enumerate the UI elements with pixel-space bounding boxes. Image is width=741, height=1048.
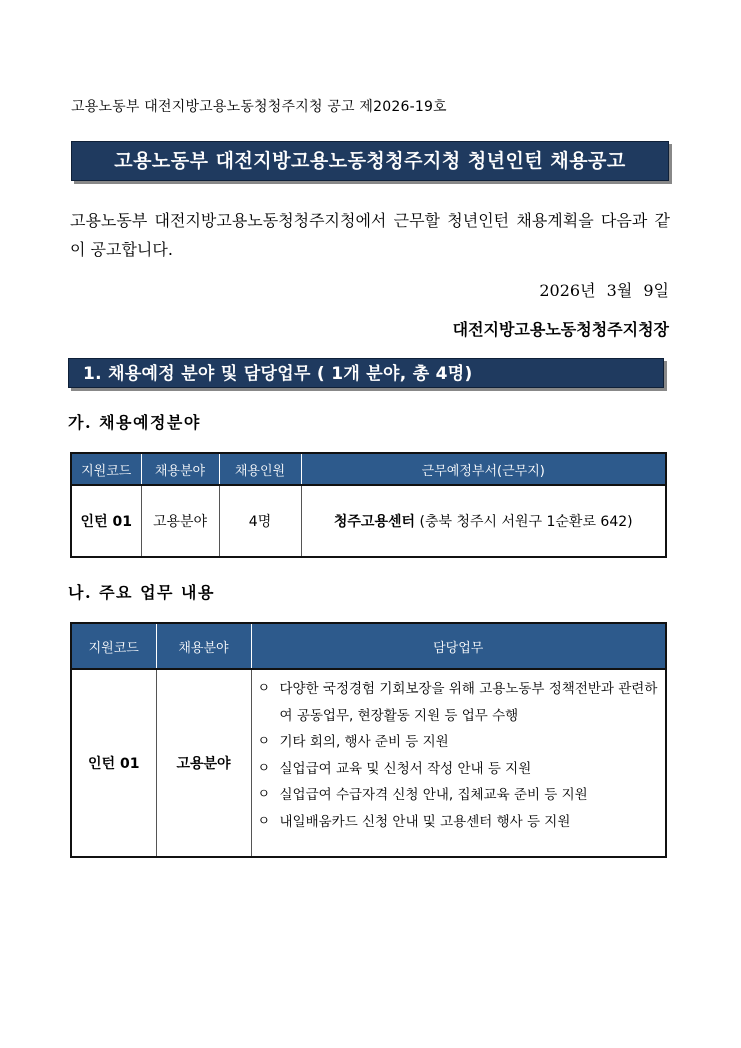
duty-text: 실업급여 교육 및 신청서 작성 안내 등 지원 [279, 760, 532, 777]
table-row [71, 669, 666, 857]
header-code: 지원코드 [71, 623, 156, 669]
bullet: ㅇ [257, 760, 271, 776]
duty-item [258, 756, 662, 783]
duty-text: 내일배움카드 신청 안내 및 고용센터 행사 등 지원 [279, 813, 571, 830]
notice-number: 고용노동부 대전지방고용노동청청주지청 공고 제2026-19호 [71, 99, 447, 115]
page-title: 고용노동부 대전지방고용노동청청주지청 청년인턴 채용공고 [71, 141, 669, 181]
main-duties-table [70, 622, 667, 858]
table-header-row [71, 623, 666, 669]
location-address: (충북 청주시 서원구 1순환로 642) [419, 514, 633, 530]
header-field: 채용분야 [141, 453, 219, 485]
cell-code: 인턴 01 [71, 669, 156, 857]
table-row [71, 485, 666, 557]
bullet: ㅇ [257, 787, 271, 802]
duty-text: 실업급여 수급자격 신청 안내, 집체교육 준비 등 지원 [279, 787, 588, 803]
header-location: 근무예정부서(근무지) [301, 453, 666, 485]
duty-text: 다양한 국정경험 기회보장을 위해 고용노동부 정책전반과 관련하여 공동업무, 현장활동 지원 등 업무 수행 [279, 681, 658, 724]
cell-field: 고용분야 [141, 485, 219, 557]
intro-paragraph: 고용노동부 대전지방고용노동청청주지청에서 근무할 청년인턴 채용계획을 다음과 같이 공고합니다. [70, 211, 670, 259]
duty-item [258, 729, 662, 756]
bullet: ㅇ [257, 734, 271, 749]
cell-code: 인턴 01 [71, 485, 141, 557]
duty-item [258, 782, 662, 809]
cell-field: 고용분야 [156, 669, 251, 857]
cell-duties [251, 669, 666, 857]
cell-count: 4명 [219, 485, 301, 557]
duty-item [258, 676, 662, 729]
sub-heading-recruitment-field: 가. 채용예정분야 [68, 413, 201, 432]
announcement-date: 2026년 3월 9일 [539, 281, 669, 300]
duty-item [258, 809, 662, 836]
recruitment-field-table [70, 452, 667, 558]
cell-location [301, 485, 666, 557]
header-count: 채용인원 [219, 453, 301, 485]
header-duties: 담당업무 [251, 623, 666, 669]
header-field: 채용분야 [156, 623, 251, 669]
sub-heading-main-duties: 나. 주요 업무 내용 [68, 583, 215, 602]
bullet: ㅇ [257, 813, 271, 829]
location-name: 청주고용센터 [333, 514, 416, 530]
duty-text: 기타 회의, 행사 준비 등 지원 [279, 734, 449, 750]
issuer-name: 대전지방고용노동청청주지청장 [452, 320, 669, 339]
header-code: 지원코드 [71, 453, 141, 485]
bullet: ㅇ [257, 681, 271, 696]
section-1-title: 1. 채용예정 분야 및 담당업무 ( 1개 분야, 총 4명) [68, 358, 664, 388]
table-header-row [71, 453, 666, 485]
